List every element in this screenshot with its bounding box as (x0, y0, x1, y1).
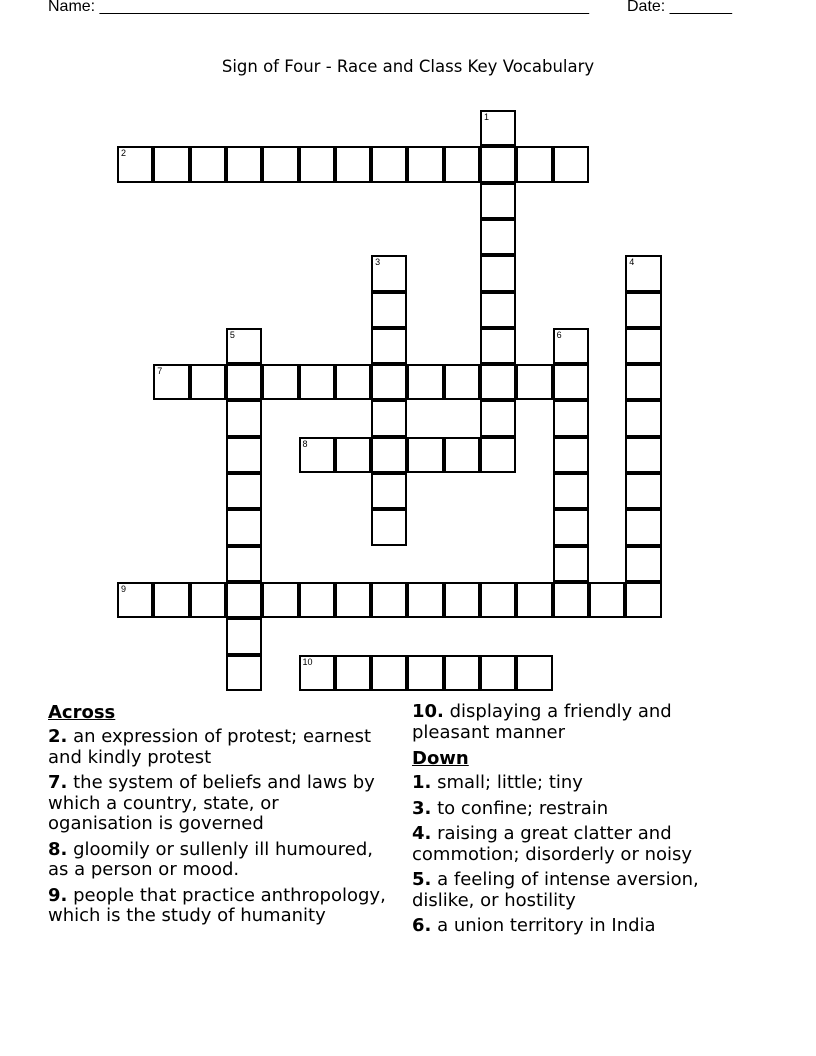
crossword-cell[interactable] (553, 582, 589, 618)
crossword-cell[interactable] (480, 400, 516, 436)
crossword-cell[interactable] (516, 146, 552, 182)
clue-number-label: 1 (484, 112, 490, 122)
crossword-cell[interactable] (226, 655, 262, 691)
crossword-cell[interactable] (190, 582, 226, 618)
crossword-cell[interactable] (553, 146, 589, 182)
crossword-cell[interactable] (226, 582, 262, 618)
crossword-cell[interactable] (480, 255, 516, 291)
crossword-cell[interactable] (262, 582, 298, 618)
crossword-cell[interactable] (625, 292, 661, 328)
crossword-cell[interactable] (625, 255, 661, 291)
crossword-cell[interactable] (153, 582, 189, 618)
crossword-cell[interactable] (371, 582, 407, 618)
crossword-cell[interactable] (480, 292, 516, 328)
clue-across-8 (48, 840, 388, 881)
crossword-cell[interactable] (625, 546, 661, 582)
crossword-cell[interactable] (625, 509, 661, 545)
crossword-cell[interactable] (226, 146, 262, 182)
crossword-cell[interactable] (371, 473, 407, 509)
crossword-cell[interactable] (226, 473, 262, 509)
crossword-cell[interactable] (190, 146, 226, 182)
clue-number-label: 5 (229, 329, 235, 340)
crossword-cell[interactable] (335, 437, 371, 473)
clues-right-column (412, 702, 752, 942)
clue-down-3 (412, 799, 752, 820)
clue-down-6 (412, 916, 752, 937)
clue-number-label: 7 (157, 366, 163, 377)
crossword-cell[interactable] (226, 509, 262, 545)
clue-down-1 (412, 773, 752, 794)
crossword-cell[interactable] (480, 364, 516, 400)
crossword-cell[interactable] (553, 509, 589, 545)
crossword-cell[interactable] (371, 437, 407, 473)
crossword-cell[interactable] (480, 328, 516, 364)
clue-number-label: 3 (375, 257, 381, 268)
crossword-cell[interactable] (553, 400, 589, 436)
clue-number-label: 9 (121, 583, 127, 594)
crossword-cell[interactable] (516, 655, 552, 691)
clue-text: a feeling of intense aversion, dislike, or hostility (412, 869, 699, 911)
crossword-cell[interactable] (516, 364, 552, 400)
crossword-cell[interactable] (371, 328, 407, 364)
crossword-cell[interactable] (371, 364, 407, 400)
clue-number: 8. (48, 838, 68, 860)
crossword-cell[interactable] (625, 364, 661, 400)
crossword-cell[interactable] (190, 364, 226, 400)
crossword-cell[interactable] (625, 400, 661, 436)
crossword-cell[interactable] (299, 655, 335, 691)
crossword-cell[interactable] (444, 655, 480, 691)
crossword-cell[interactable] (117, 582, 153, 618)
crossword-cell[interactable] (480, 110, 516, 146)
crossword-cell[interactable] (226, 400, 262, 436)
crossword-cell[interactable] (589, 582, 625, 618)
crossword-cell[interactable] (226, 546, 262, 582)
crossword-cell[interactable] (553, 437, 589, 473)
crossword-cell[interactable] (480, 655, 516, 691)
across-heading: Across (48, 702, 116, 723)
clue-text: displaying a friendly and pleasant manner (412, 701, 672, 743)
clue-number: 1. (412, 772, 432, 793)
clue-number-label: 6 (556, 329, 562, 340)
clue-across-9 (48, 886, 388, 927)
clue-down-5 (412, 870, 752, 911)
crossword-cell[interactable] (335, 146, 371, 182)
crossword-cell[interactable] (335, 655, 371, 691)
crossword-cell[interactable] (480, 437, 516, 473)
clue-number: 5. (412, 869, 432, 890)
crossword-cell[interactable] (553, 473, 589, 509)
crossword-cell[interactable] (444, 582, 480, 618)
crossword-cell[interactable] (480, 582, 516, 618)
crossword-cell[interactable] (226, 364, 262, 400)
crossword-cell[interactable] (480, 183, 516, 219)
crossword-cell[interactable] (371, 655, 407, 691)
clue-down-4 (412, 824, 752, 865)
clue-text: a union territory in India (437, 915, 656, 936)
clue-across-10 (412, 702, 752, 743)
crossword-cell[interactable] (625, 473, 661, 509)
crossword-cell[interactable] (625, 582, 661, 618)
crossword-cell[interactable] (335, 582, 371, 618)
clue-across-2 (48, 727, 388, 768)
crossword-cell[interactable] (153, 146, 189, 182)
crossword-cell[interactable] (516, 582, 552, 618)
clue-number: 4. (412, 823, 432, 844)
clue-text: people that practice anthropology, which is the study of humanity (48, 884, 386, 926)
crossword-cell[interactable] (553, 546, 589, 582)
crossword-cell[interactable] (407, 364, 443, 400)
clue-number: 6. (412, 915, 432, 936)
crossword-cell[interactable] (299, 364, 335, 400)
clue-across-7 (48, 773, 388, 835)
clue-number-label: 8 (302, 438, 308, 449)
clue-number: 2. (48, 726, 68, 747)
clue-number: 10. (412, 701, 444, 722)
crossword-cell[interactable] (226, 437, 262, 473)
crossword-cell[interactable] (553, 328, 589, 364)
crossword-cell[interactable] (371, 292, 407, 328)
crossword-cell[interactable] (371, 509, 407, 545)
clue-text: to confine; restrain (437, 797, 609, 819)
clues-left-column (48, 702, 388, 932)
crossword-cell[interactable] (153, 364, 189, 400)
crossword-cell[interactable] (407, 655, 443, 691)
crossword-cell[interactable] (299, 582, 335, 618)
crossword-cell[interactable] (407, 437, 443, 473)
crossword-cell[interactable] (335, 364, 371, 400)
clue-number: 9. (48, 884, 68, 906)
crossword-cell[interactable] (444, 437, 480, 473)
crossword-cell[interactable] (444, 146, 480, 182)
name-field: Name: _______________________________________________________ (48, 0, 589, 15)
clue-number-label: 4 (629, 257, 635, 268)
down-heading: Down (412, 748, 469, 769)
crossword-cell[interactable] (625, 328, 661, 364)
clue-text: gloomily or sullenly ill humoured, as a person or mood. (48, 838, 373, 880)
crossword-cell[interactable] (407, 146, 443, 182)
crossword-cell[interactable] (371, 146, 407, 182)
crossword-cell[interactable] (226, 328, 262, 364)
crossword-cell[interactable] (371, 255, 407, 291)
crossword-cell[interactable] (480, 219, 516, 255)
crossword-cell[interactable] (480, 146, 516, 182)
crossword-cell[interactable] (625, 437, 661, 473)
clue-text: the system of beliefs and laws by which a country, state, or oganisation is governed (48, 772, 375, 834)
clue-number: 7. (48, 772, 68, 793)
clue-text: raising a great clatter and commotion; disorderly or noisy (412, 823, 693, 865)
crossword-cell[interactable] (262, 146, 298, 182)
crossword-cell[interactable] (444, 364, 480, 400)
crossword-cell[interactable] (407, 582, 443, 618)
clue-number-label: 10 (302, 656, 313, 667)
clue-number: 3. (412, 797, 432, 819)
crossword-cell[interactable] (553, 364, 589, 400)
crossword-cell[interactable] (226, 618, 262, 654)
crossword-cell[interactable] (299, 146, 335, 182)
date-field: Date: _______ (627, 0, 732, 15)
crossword-cell[interactable] (117, 146, 153, 182)
page-title: Sign of Four - Race and Class Key Vocabulary (221, 57, 595, 76)
crossword-cell[interactable] (262, 364, 298, 400)
clue-text: small; little; tiny (437, 772, 583, 793)
crossword-cell[interactable] (371, 400, 407, 436)
clue-text: an expression of protest; earnest and kindly protest (48, 726, 372, 768)
clue-number-label: 2 (121, 148, 127, 159)
crossword-cell[interactable] (299, 437, 335, 473)
